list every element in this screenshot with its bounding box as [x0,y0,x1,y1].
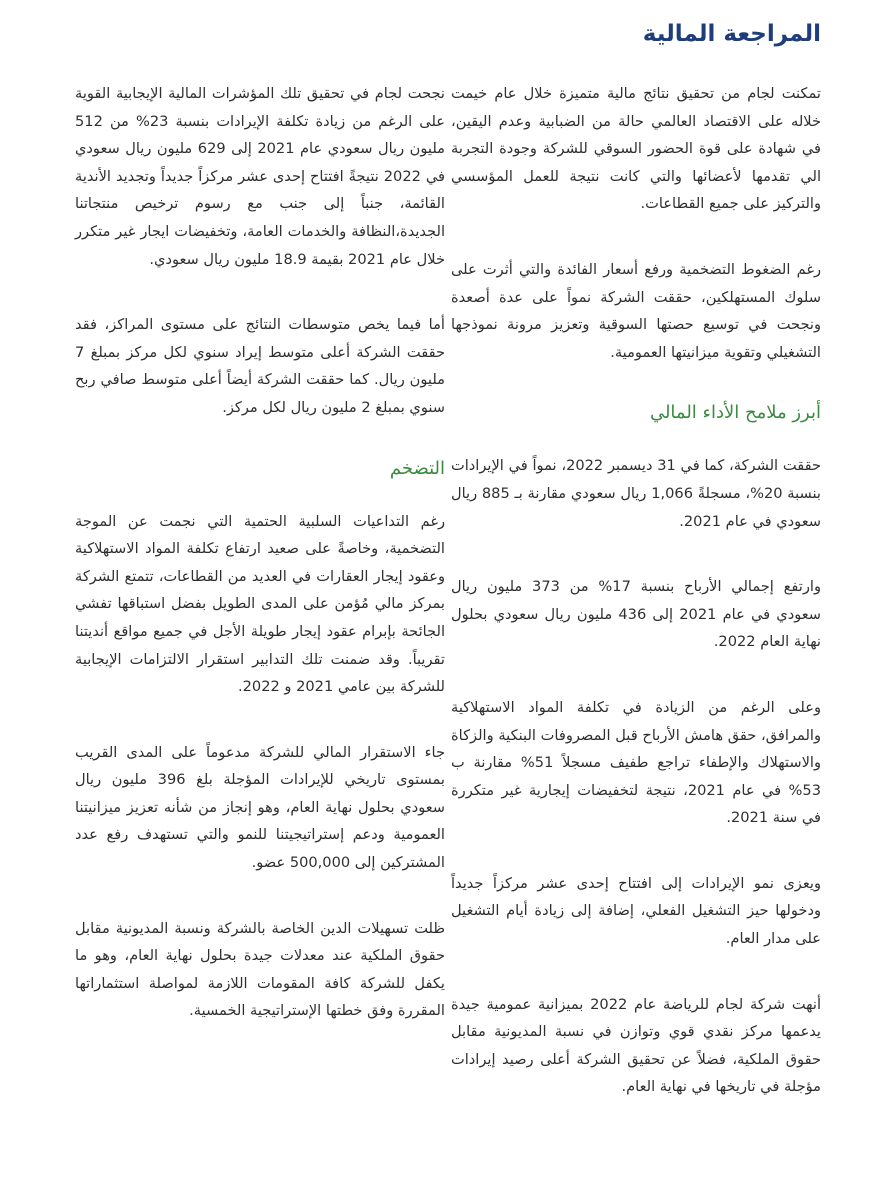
paragraph: رغم الضغوط التضخمية ورفع أسعار الفائدة والتي أثرت على سلوك المستهلكين، حققت الشركة نمواً على عدة أصعدة ونجحت في توسيع حصتها السوقية وتعزيز مرونة نموذجها التشغيلي وتقوية ميزانيتها العمومية. [451,260,821,361]
paragraph: تمكنت لجام من تحقيق نتائج مالية متميزة خلال عام خيمت خلاله على الاقتصاد العالمي حالة من الضبابية وعدم اليقين، في شهادة على قوة الحضور السوقي للشركة وجودة التجربة الي تقدمها لأعضائها والتي كانت نتيجة للعمل المؤسسي والتركيز على جميع القطاعات. [451,85,821,213]
paragraph: جاء الاستقرار المالي للشركة مدعوماً على المدى القريب بمستوى تاريخي للإيرادات المؤجلة بلغ 396 مليون ريال سعودي بحلول نهاية العام، وهو إنجاز من شأنه تعزيز ميزانيتنا العمومية ودعم إستراتيجيتنا للنمو والتي تستهدف رفع عدد المشتركين إلى 500,000 عضو. [75,743,445,872]
paragraph: حققت الشركة، كما في 31 ديسمبر 2022، نمواً في الإيرادات بنسبة 20%، مسجلةً 1,066 ريال سعودي مقارنة بـ 885 ريال سعودي في عام 2021. [451,457,821,530]
paragraph: أنهت شركة لجام للرياضة عام 2022 بميزانية عمومية جيدة يدعمها مركز نقدي قوي وتوازن في نسبة المديونية مقابل حقوق الملكية، فضلاً عن تحقيق الشركة أعلى رصيد إيرادات مؤجلة في تاريخها في نهاية العام. [451,995,822,1096]
paragraph: وارتفع إجمالي الأرباح بنسبة 17% من 373 مليون ريال سعودي في عام 2021 إلى 436 مليون ريال سعودي بحلول نهاية العام 2022. [451,578,821,651]
right-column [451,80,821,1139]
paragraph: ظلت تسهيلات الدين الخاصة بالشركة ونسبة المديونية مقابل حقوق الملكية عند معدلات جيدة بحلول نهاية العام، وهو ما يكفل للشركة كافة المقومات اللازمة لمواصلة استثماراتها المقررة وفق خطتها الإستراتيجية الخمسية. [75,919,445,1020]
section-heading-inflation: التضخم [389,457,445,479]
paragraph: وعلى الرغم من الزيادة في تكلفة المواد الاستهلاكية والمرافق، حقق هامش الأرباح قبل المصروفات البنكية والزكاة والاستهلاك والإطفاء تراجع طفيف مسجلاً 51% مقارنة ب 53% في عام 2021، نتيجة لتخفيضات إيجارية غير متكررة في سنة 2021. [451,698,821,827]
paragraph: نجحت لجام في تحقيق تلك المؤشرات المالية الإيجابية القوية على الرغم من زيادة تكلفة الإيرادات بنسبة 23% من 512 مليون ريال سعودي عام 2021 إلى 629 مليون ريال سعودي في 2022 نتيجةً افتتاح إحدى عشر مركزاً جديداً وتجديد الأندية القائمة، جنباً إلى جنب مع رسوم ترخيص منتجاتنا الجديدة،النظافة والخدمات العامة، وتخفيضات ايجار غير متكرر خلال عام 2021 بقيمة 18.9 مليون ريال سعودي. [75,85,445,268]
left-column [75,80,445,1063]
section-heading-financial-performance: أبرز ملامح الأداء المالي [649,402,821,424]
paragraph: ويعزى نمو الإيرادات إلى افتتاح إحدى عشر مركزاً جديداً ودخولها حيز التشغيل الفعلي، إضافة إلى زيادة أيام التشغيل على مدار العام. [451,874,821,948]
paragraph: رغم التداعيات السلبية الحتمية التي نجمت عن الموجة التضخمية، وخاصةً على صعيد ارتفاع تكلفة المواد الاستهلاكية وعقود إيجار العقارات في العديد من القطاعات، تتمتع الشركة بمركز مالي مُؤمن على المدى الطويل بفضل استباقها تفشي الجائحة بإبرام عقود إيجار طويلة الأجل في جميع مواقع أنديتنا تقريباً. وقد ضمنت تلك التدابير استقرار الالتزامات الإيجابية للشركة بين عامي 2021 و 2022. [75,512,445,696]
paragraph: أما فيما يخص متوسطات النتائج على مستوى المراكز، فقد حققت الشركة أعلى متوسط إيراد سنوي لكل مركز بمبلغ 7 مليون ريال. كما حققت الشركة أيضاً أعلى متوسط صافي ربح سنوي بمبلغ 2 مليون ريال لكل مركز. [75,316,445,416]
page-title: المراجعة المالية [642,21,821,47]
